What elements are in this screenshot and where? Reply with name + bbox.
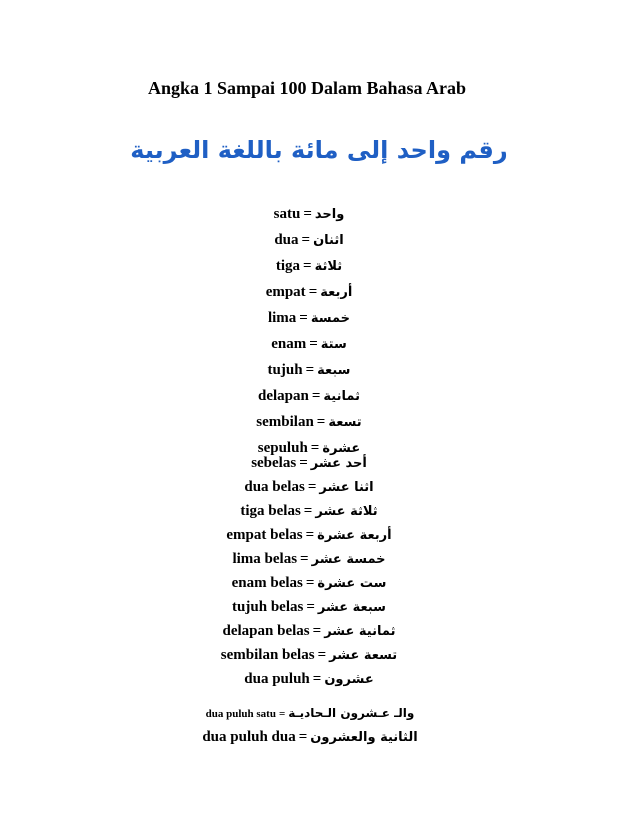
latin-number: sepuluh [257, 440, 308, 456]
latin-number: sembilan [256, 414, 314, 430]
number-row [0, 701, 620, 725]
arabic-number: اثنان [313, 233, 344, 248]
equals-sign: = [307, 479, 317, 495]
arabic-number: الثانية والعشرون [310, 730, 418, 745]
equals-sign: = [303, 206, 312, 222]
number-row [0, 451, 618, 475]
number-row [0, 667, 618, 691]
number-row [0, 279, 618, 305]
equals-sign: = [316, 414, 326, 430]
numbers-21-to-22 [0, 701, 620, 749]
equals-sign: = [303, 503, 313, 519]
number-row [0, 643, 618, 667]
latin-number: enam [271, 336, 307, 352]
arabic-number: أربعة [320, 285, 353, 300]
arabic-number: أحد عشر [310, 456, 367, 471]
numbers-11-to-20 [0, 451, 618, 691]
arabic-number: سبعة عشر [317, 600, 386, 615]
arabic-number: أربعة عشرة [317, 528, 392, 543]
arabic-number: سبعة [317, 363, 351, 378]
number-row [0, 499, 618, 523]
equals-sign: = [309, 336, 318, 352]
arabic-number: واحد [314, 207, 345, 222]
number-row [0, 331, 618, 357]
equals-sign: = [299, 455, 308, 471]
number-row [0, 547, 618, 571]
latin-number: empat belas [226, 527, 303, 543]
latin-number: delapan [258, 388, 309, 404]
equals-sign: = [312, 623, 322, 639]
latin-number: dua puluh satu [205, 708, 276, 720]
latin-number: lima belas [232, 551, 298, 567]
latin-number: sembilan belas [220, 647, 315, 663]
equals-sign: = [306, 599, 315, 615]
number-row [0, 201, 618, 227]
number-row [0, 409, 618, 435]
latin-number: enam belas [231, 575, 303, 591]
arabic-number: خمسة عشر [311, 552, 386, 567]
number-row [0, 523, 618, 547]
arabic-title: رقم واحد إلى مائة باللغة العربية [130, 136, 508, 164]
equals-sign: = [305, 362, 315, 378]
arabic-number: تسعة [328, 415, 362, 430]
equals-sign: = [303, 258, 312, 274]
latin-number: delapan belas [222, 623, 310, 639]
arabic-number: ثمانية عشر [324, 624, 396, 639]
equals-sign: = [300, 551, 309, 567]
equals-sign: = [311, 388, 321, 404]
latin-number: tujuh belas [232, 599, 304, 615]
arabic-number: والـ عـشرون الـحاديـة [288, 706, 415, 720]
number-row [0, 383, 618, 409]
number-row [0, 725, 620, 749]
equals-sign: = [298, 729, 308, 745]
page-title: Angka 1 Sampai 100 Dalam Bahasa Arab [148, 78, 467, 98]
arabic-number: عشرة [322, 441, 361, 456]
equals-sign: = [301, 232, 311, 248]
latin-number: tiga [275, 258, 301, 274]
arabic-number: ست عشرة [317, 576, 387, 591]
latin-number: satu [273, 206, 301, 222]
arabic-number: تسعة عشر [329, 648, 398, 663]
equals-sign: = [278, 708, 286, 720]
latin-number: dua belas [244, 479, 305, 495]
equals-sign: = [305, 575, 315, 591]
equals-sign: = [317, 647, 327, 663]
latin-number: sebelas [251, 455, 297, 471]
arabic-number: عشرون [324, 672, 374, 687]
number-row [0, 571, 618, 595]
number-row [0, 253, 618, 279]
number-row [0, 595, 618, 619]
number-row [0, 475, 618, 499]
latin-number: tujuh [267, 362, 303, 378]
latin-number: dua puluh dua [202, 729, 296, 745]
arabic-number: ثلاثة عشر [315, 504, 378, 519]
equals-sign: = [312, 671, 322, 687]
number-row [0, 357, 618, 383]
equals-sign: = [305, 527, 315, 543]
numbers-1-to-10 [0, 201, 618, 461]
equals-sign: = [310, 440, 320, 456]
equals-sign: = [308, 284, 318, 300]
number-row [0, 227, 618, 253]
latin-number: lima [267, 310, 297, 326]
arabic-number: ثمانية [323, 389, 360, 404]
latin-number: tiga belas [240, 503, 301, 519]
number-row [0, 305, 618, 331]
latin-number: dua [274, 232, 299, 248]
arabic-number: ثلاثة [314, 259, 343, 274]
number-row [0, 619, 618, 643]
arabic-number: اثنا عشر [319, 480, 374, 495]
latin-number: empat [265, 284, 306, 300]
equals-sign: = [299, 310, 308, 326]
latin-number: dua puluh [244, 671, 310, 687]
arabic-number: ستة [320, 337, 347, 352]
arabic-number: خمسة [310, 311, 351, 326]
